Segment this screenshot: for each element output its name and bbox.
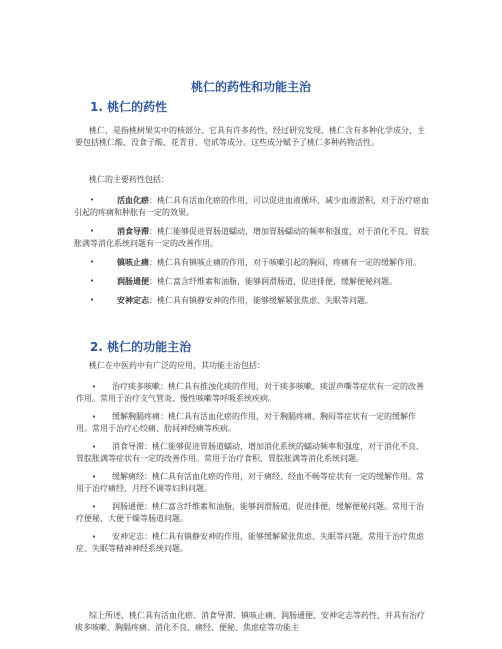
list-item: • 润肠通便：桃仁富含纤维素和油脂，能够润滑肠道，促进排便，缓解便秘问题。 bbox=[87, 275, 429, 288]
list-item bbox=[76, 381, 429, 405]
properties-lead-text: 桃仁的主要药性包括： bbox=[89, 175, 169, 184]
item-term: 润肠通便 bbox=[117, 276, 149, 286]
item-term: 消食导滞 bbox=[117, 226, 149, 236]
item-text: 桃仁富含纤维素和油脂，能够润滑肠道，促进排便，缓解便秘问题。 bbox=[157, 277, 397, 286]
section-heading-properties: 1. 桃仁的药性 bbox=[90, 100, 168, 114]
bullet-icon: • bbox=[89, 227, 95, 235]
item-text: 润肠通便：桃仁富含纤维素和油脂，能够润滑肠道，促进排便，缓解便秘问题。常用于治疗便秘、大便干燥等肠道问题。 bbox=[76, 502, 424, 523]
item-term: 安神定志 bbox=[117, 295, 149, 305]
bullet-icon: • bbox=[91, 383, 97, 391]
bullet-icon: • bbox=[89, 277, 95, 285]
item-term: 活血化瘀 bbox=[117, 195, 149, 205]
item-text: 安神定志：桃仁具有镇静安神的作用，能够缓解紧张焦虑、失眠等问题。常用于治疗焦虑症、失眠等精神神经系统问题。 bbox=[76, 532, 424, 553]
item-text: 缓解痛经：桃仁具有活血化瘀的作用，对于痛经、经血不畅等症状有一定的缓解作用。常用于治疗痛经、月经不调等妇科问题。 bbox=[76, 472, 424, 493]
bullet-icon: • bbox=[89, 196, 95, 204]
document-title: 桃仁的药性和功能主治 bbox=[190, 80, 311, 94]
list-item bbox=[76, 441, 429, 465]
bullet-icon: • bbox=[89, 258, 95, 266]
bullet-icon: • bbox=[91, 443, 97, 451]
list-item bbox=[76, 531, 429, 555]
list-item bbox=[76, 501, 429, 525]
section-intro-paragraph: 桃仁，是指桃树果实中的核部分。它具有许多药性，经过研究发现，桃仁含有多种化学成分，主要包括桃仁酸、没食子酸、花青苷、皂甙等成分。这些成分赋予了桃仁多种药物活性。 bbox=[75, 126, 425, 147]
bullet-icon: • bbox=[91, 473, 97, 481]
list-item bbox=[76, 471, 429, 495]
item-text: 缓解胸膈疼痛：桃仁具有活血化瘀的作用，对于胸膈疼痛、胸闷等症状有一定的缓解作用。常用于治疗心绞痛、肋间神经痛等疾病。 bbox=[76, 412, 416, 433]
section-heading-functions: 2. 桃仁的功能主治 bbox=[90, 340, 192, 354]
bullet-icon: • bbox=[91, 413, 97, 421]
item-text: 桃仁具有镇咳止痛的作用，对于咳嗽引起的胸闷、疼痛有一定的缓解作用。 bbox=[157, 258, 421, 267]
functions-lead-text: 桃仁在中医药中有广泛的应用，其功能主治包括： bbox=[89, 361, 265, 370]
item-text: 桃仁具有活血化瘀的作用，可以促进血液循环，减少血液淤积，对于治疗瘀血引起的疼痛和肿胀有一定的效果。 bbox=[74, 196, 429, 217]
list-item: • 安神定志：桃仁具有镇静安神的作用，能够缓解紧张焦虑、失眠等问题。 bbox=[87, 294, 429, 307]
bullet-icon: • bbox=[91, 503, 97, 511]
list-item: • 消食导滞：桃仁能够促进胃肠道蠕动，增加胃肠蠕动的频率和强度，对于消化不良、胃脘胀满等消化系统问题有一定的改善作用。 bbox=[74, 226, 429, 248]
item-text: 桃仁具有镇静安神的作用，能够缓解紧张焦虑、失眠等问题。 bbox=[157, 296, 373, 305]
properties-list bbox=[74, 194, 429, 313]
item-text: 桃仁能够促进胃肠道蠕动，增加胃肠蠕动的频率和强度，对于消化不良、胃脘胀满等消化系统问题有一定的改善作用。 bbox=[74, 227, 429, 248]
list-item bbox=[76, 411, 429, 435]
list-item: • 镇咳止痛：桃仁具有镇咳止痛的作用，对于咳嗽引起的胸闷、疼痛有一定的缓解作用。 bbox=[87, 256, 429, 269]
list-item: • 活血化瘀：桃仁具有活血化瘀的作用，可以促进血液循环，减少血液淤积，对于治疗瘀血引起的疼痛和肿胀有一定的效果。 bbox=[74, 195, 429, 217]
item-text: 治疗痰多咳嗽：桃仁具有推浊化痰的作用，对于痰多咳嗽、痰涩声嘶等症状有一定的改善作用。常用于治疗支气管炎、慢性咳嗽等呼吸系统疾病。 bbox=[76, 382, 424, 403]
summary-paragraph: 综上所述，桃仁具有活血化瘀、消食导滞、镇咳止痛、润肠通便、安神定志等药性，并具有治疗痰多咳嗽、胸膈疼痛、消化不良、痛经、便秘、焦虑症等功能主 bbox=[75, 611, 425, 632]
item-text: 消食导滞：桃仁能够促进胃肠道蠕动，增加消化系统的蠕动频率和强度，对于消化不良、胃脘胀满等症状有一定的改善作用。常用于治疗食积、胃脘胀满等消化系统问题。 bbox=[76, 442, 424, 463]
bullet-icon: • bbox=[89, 296, 95, 304]
item-term: 镇咳止痛 bbox=[117, 257, 149, 267]
bullet-icon: • bbox=[91, 533, 97, 541]
functions-list bbox=[76, 381, 429, 561]
